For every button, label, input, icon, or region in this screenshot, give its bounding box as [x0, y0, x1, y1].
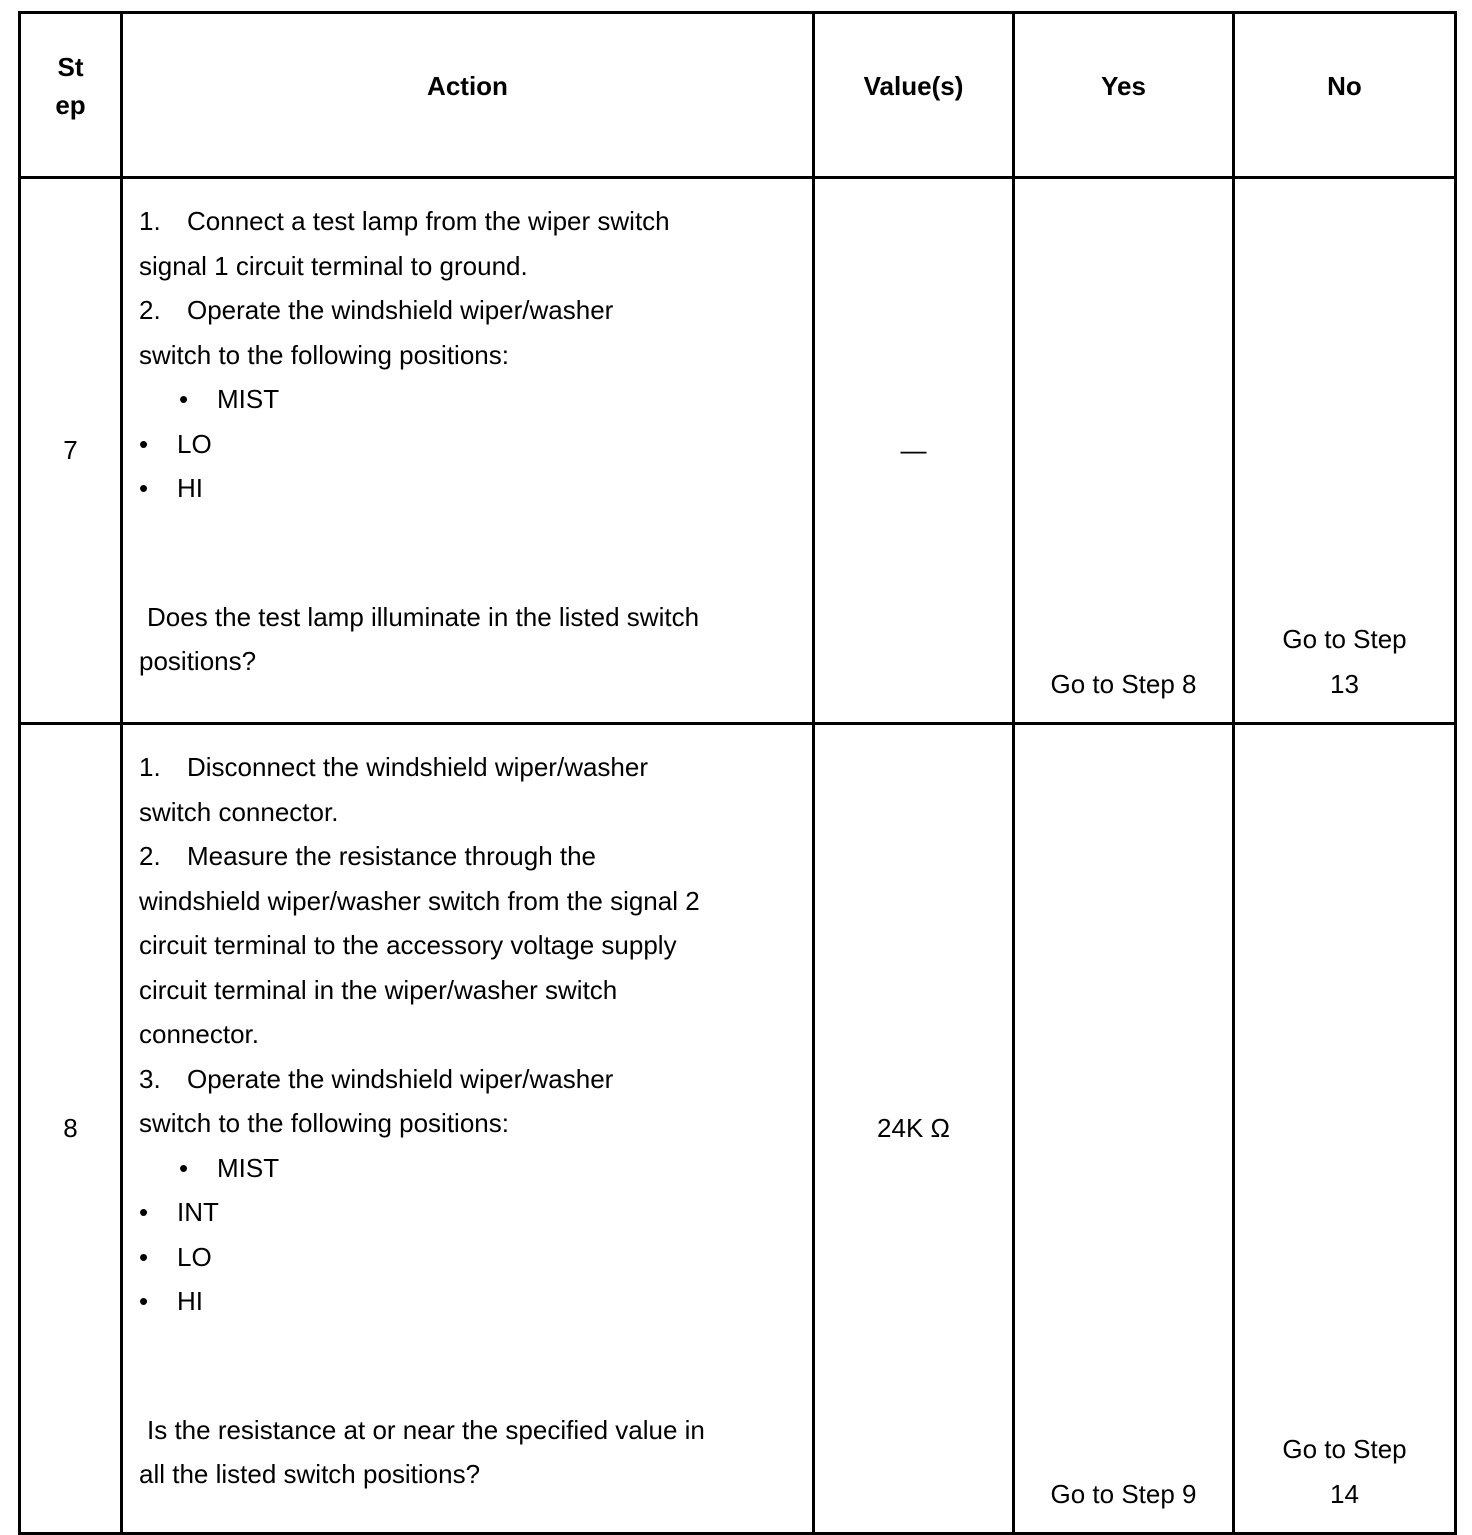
question-text: Does the test lamp illuminate in the listed switch: [147, 601, 700, 632]
step-number: 7: [20, 178, 122, 724]
bullet-item: • HI: [139, 473, 203, 503]
table-row: [20, 724, 1456, 1534]
bullet-item: • MIST: [179, 1152, 280, 1183]
bullet-item: • LO: [139, 1241, 212, 1272]
diagnostic-table: [18, 11, 1457, 1535]
action-line: 3. Operate the windshield wiper/washer: [139, 1063, 614, 1094]
question-text: all the listed switch positions?: [139, 1459, 481, 1489]
bullet-item: • HI: [139, 1286, 203, 1316]
value-cell: 24K Ω: [814, 724, 1014, 1534]
action-line: 2. Measure the resistance through the: [139, 841, 597, 871]
action-line: circuit terminal in the wiper/washer switch: [139, 974, 618, 1005]
yes-cell: Go to Step 8: [1014, 178, 1234, 724]
action-line: 1. Disconnect the windshield wiper/washer: [139, 752, 649, 782]
action-line: 1. Connect a test lamp from the wiper switch: [139, 206, 670, 236]
action-line: signal 1 circuit terminal to ground.: [139, 250, 528, 281]
action-line: 2. Operate the windshield wiper/washer: [139, 295, 614, 325]
no-cell: Go to Step 13: [1234, 178, 1456, 724]
table-row: [20, 178, 1456, 724]
header-row: [20, 13, 1456, 178]
action-line: windshield wiper/washer switch from the signal 2: [139, 885, 700, 916]
header-values: Value(s): [814, 13, 1014, 178]
action-line: circuit terminal to the accessory voltage supply: [139, 930, 677, 960]
bullet-item: • INT: [139, 1197, 219, 1227]
bullet-item: • MIST: [179, 384, 280, 414]
no-cell: Go to Step 14: [1234, 724, 1456, 1534]
header-yes: Yes: [1014, 13, 1234, 178]
step-number: 8: [20, 724, 122, 1534]
action-line: connector.: [139, 1019, 259, 1049]
header-no: No: [1234, 13, 1456, 178]
header-step: St ep: [20, 13, 122, 178]
question-text: Is the resistance at or near the specified value in: [147, 1414, 705, 1445]
bullet-item: • LO: [139, 428, 212, 459]
action-cell: [122, 178, 814, 724]
action-line: switch to the following positions:: [139, 339, 509, 370]
yes-cell: Go to Step 9: [1014, 724, 1234, 1534]
action-line: switch to the following positions:: [139, 1108, 509, 1138]
action-line: switch connector.: [139, 796, 339, 827]
question-text: positions?: [139, 646, 257, 676]
value-cell: —: [814, 178, 1014, 724]
action-cell: [122, 724, 814, 1534]
header-action: Action: [122, 13, 814, 178]
